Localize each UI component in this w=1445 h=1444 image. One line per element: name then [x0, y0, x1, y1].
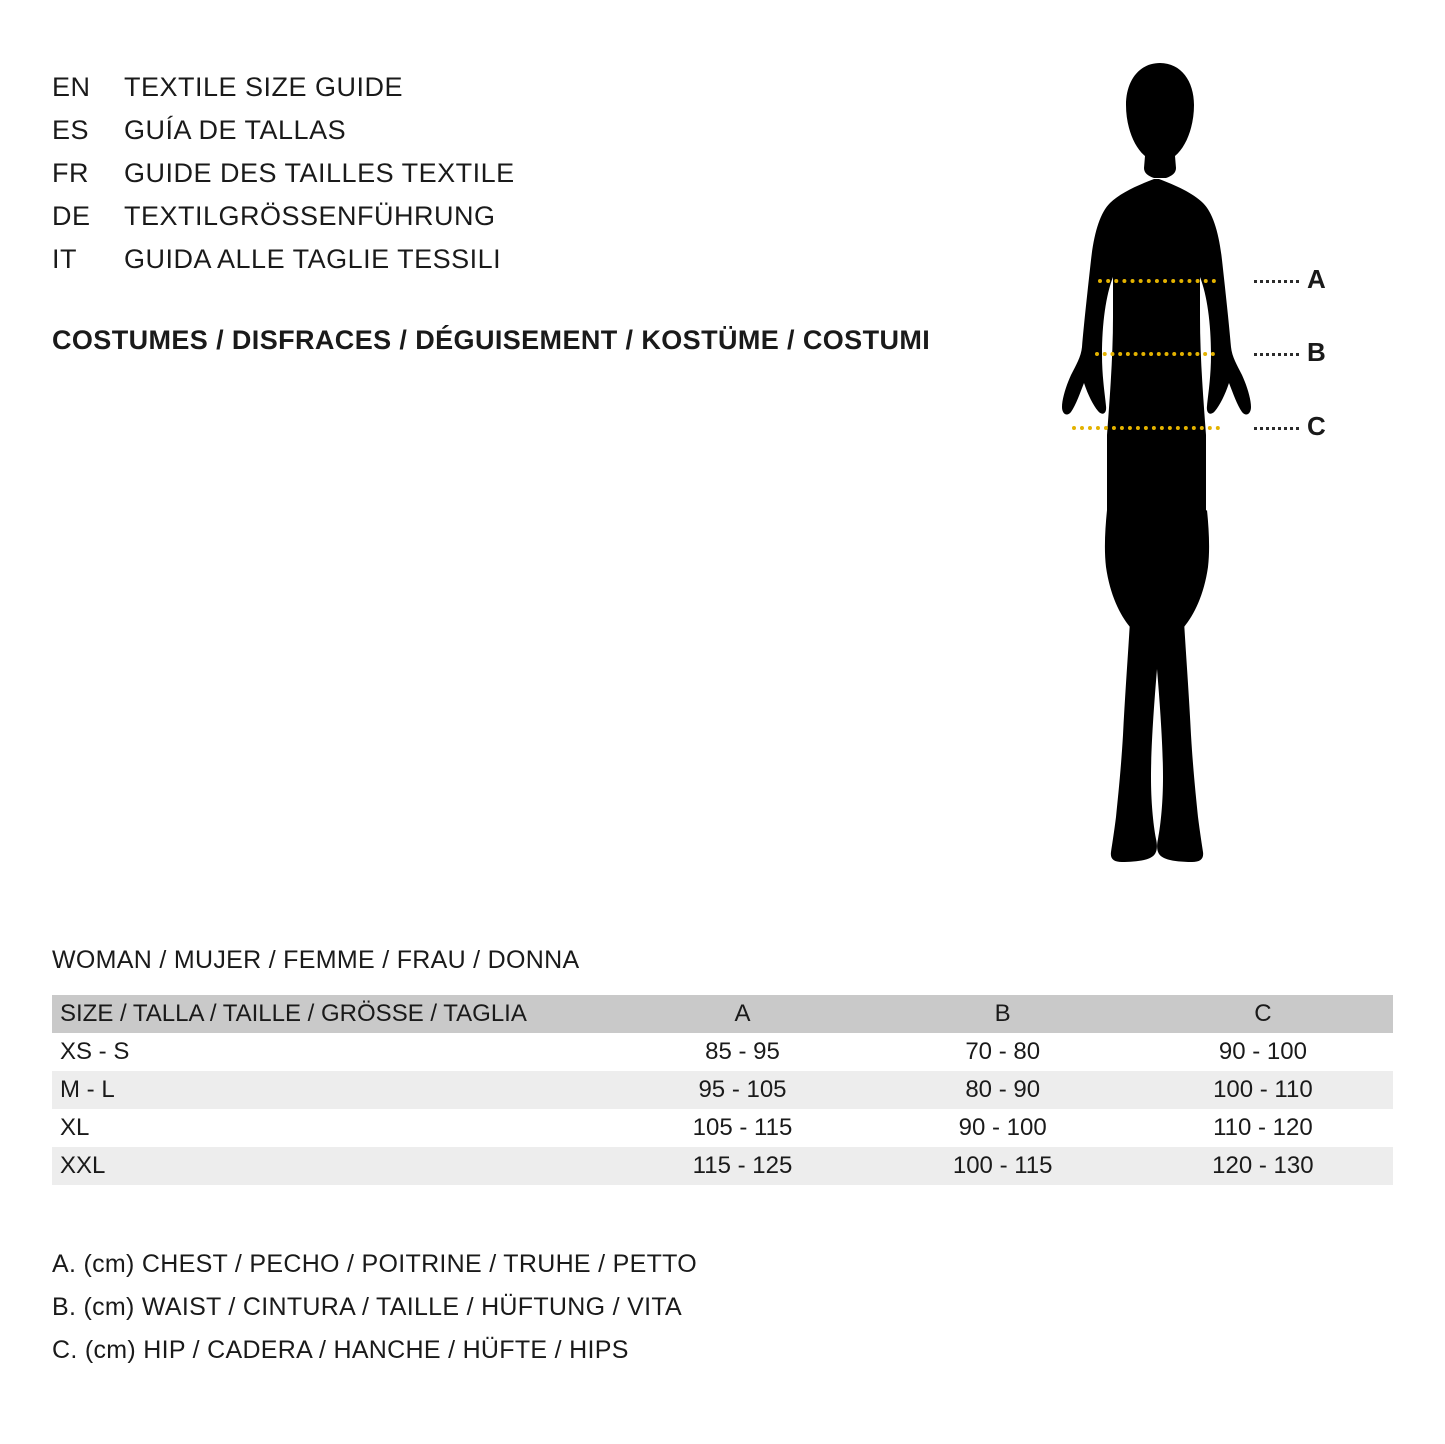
cell-b: 70 - 80 [965, 1038, 1041, 1065]
language-row-en [52, 72, 1012, 115]
language-code: DE [52, 201, 91, 231]
cell-c: 110 - 120 [1213, 1114, 1313, 1141]
column-header-b: B [994, 1000, 1011, 1027]
measure-line-b [1095, 352, 1215, 356]
lead-line-a [1254, 280, 1299, 283]
language-list [52, 72, 1012, 287]
cell-size: XXL [60, 1152, 106, 1179]
lead-line-b [1254, 353, 1299, 356]
table-header [52, 995, 1393, 1033]
lead-line-c [1254, 427, 1299, 430]
page-title: COSTUMES / DISFRACES / DÉGUISEMENT / KOSTÜME / COSTUMI [52, 325, 931, 355]
language-text: TEXTILGRÖSSENFÜHRUNG [124, 201, 496, 231]
language-code: IT [52, 244, 77, 274]
cell-size: XL [60, 1114, 90, 1141]
measure-line-a [1098, 279, 1216, 283]
language-text: GUÍA DE TALLAS [124, 115, 347, 145]
language-code: EN [52, 72, 91, 102]
language-text: GUIDE DES TAILLES TEXTILE [124, 158, 515, 188]
language-code: FR [52, 158, 89, 188]
legend-line-a: A. (cm) CHEST / PECHO / POITRINE / TRUHE / PETTO [52, 1250, 698, 1278]
legend-line-c: C. (cm) HIP / CADERA / HANCHE / HÜFTE / HIPS [52, 1336, 629, 1364]
table-row [52, 1109, 1393, 1147]
language-code: ES [52, 115, 90, 145]
language-text: TEXTILE SIZE GUIDE [124, 72, 404, 102]
table-row [52, 1033, 1393, 1071]
table-header-row [52, 995, 1393, 1033]
table-caption: WOMAN / MUJER / FEMME / FRAU / DONNA [52, 946, 580, 974]
measure-label-c: C [1307, 411, 1326, 441]
cell-b: 100 - 115 [952, 1152, 1053, 1179]
size-table [52, 995, 1393, 1185]
woman-silhouette-icon [1010, 55, 1390, 885]
language-text: GUIDA ALLE TAGLIE TESSILI [124, 244, 502, 274]
language-row-fr [52, 158, 1012, 201]
measure-label-a: A [1307, 264, 1326, 294]
measure-line-c [1072, 426, 1220, 430]
cell-c: 90 - 100 [1218, 1038, 1307, 1065]
table-row [52, 1147, 1393, 1185]
column-header-c: C [1254, 1000, 1272, 1027]
column-header-a: A [734, 1000, 751, 1027]
table-body [52, 1033, 1393, 1185]
measurement-legend [52, 1243, 1052, 1372]
cell-c: 100 - 110 [1213, 1076, 1313, 1103]
cell-b: 90 - 100 [958, 1114, 1047, 1141]
cell-size: XS - S [60, 1038, 130, 1065]
cell-a: 95 - 105 [698, 1076, 787, 1103]
measure-label-b: B [1307, 337, 1326, 367]
cell-a: 85 - 95 [705, 1038, 780, 1065]
language-row-it [52, 244, 1012, 287]
language-row-es [52, 115, 1012, 158]
size-figure [1010, 55, 1390, 885]
table-row [52, 1071, 1393, 1109]
cell-size: M - L [60, 1076, 115, 1103]
cell-b: 80 - 90 [965, 1076, 1041, 1103]
column-header-size: SIZE / TALLA / TAILLE / GRÖSSE / TAGLIA [60, 1000, 527, 1027]
cell-a: 105 - 115 [692, 1114, 793, 1141]
cell-a: 115 - 125 [692, 1152, 793, 1179]
legend-line-b: B. (cm) WAIST / CINTURA / TAILLE / HÜFTUNG / VITA [52, 1293, 683, 1321]
cell-c: 120 - 130 [1212, 1152, 1314, 1179]
language-row-de [52, 201, 1012, 244]
